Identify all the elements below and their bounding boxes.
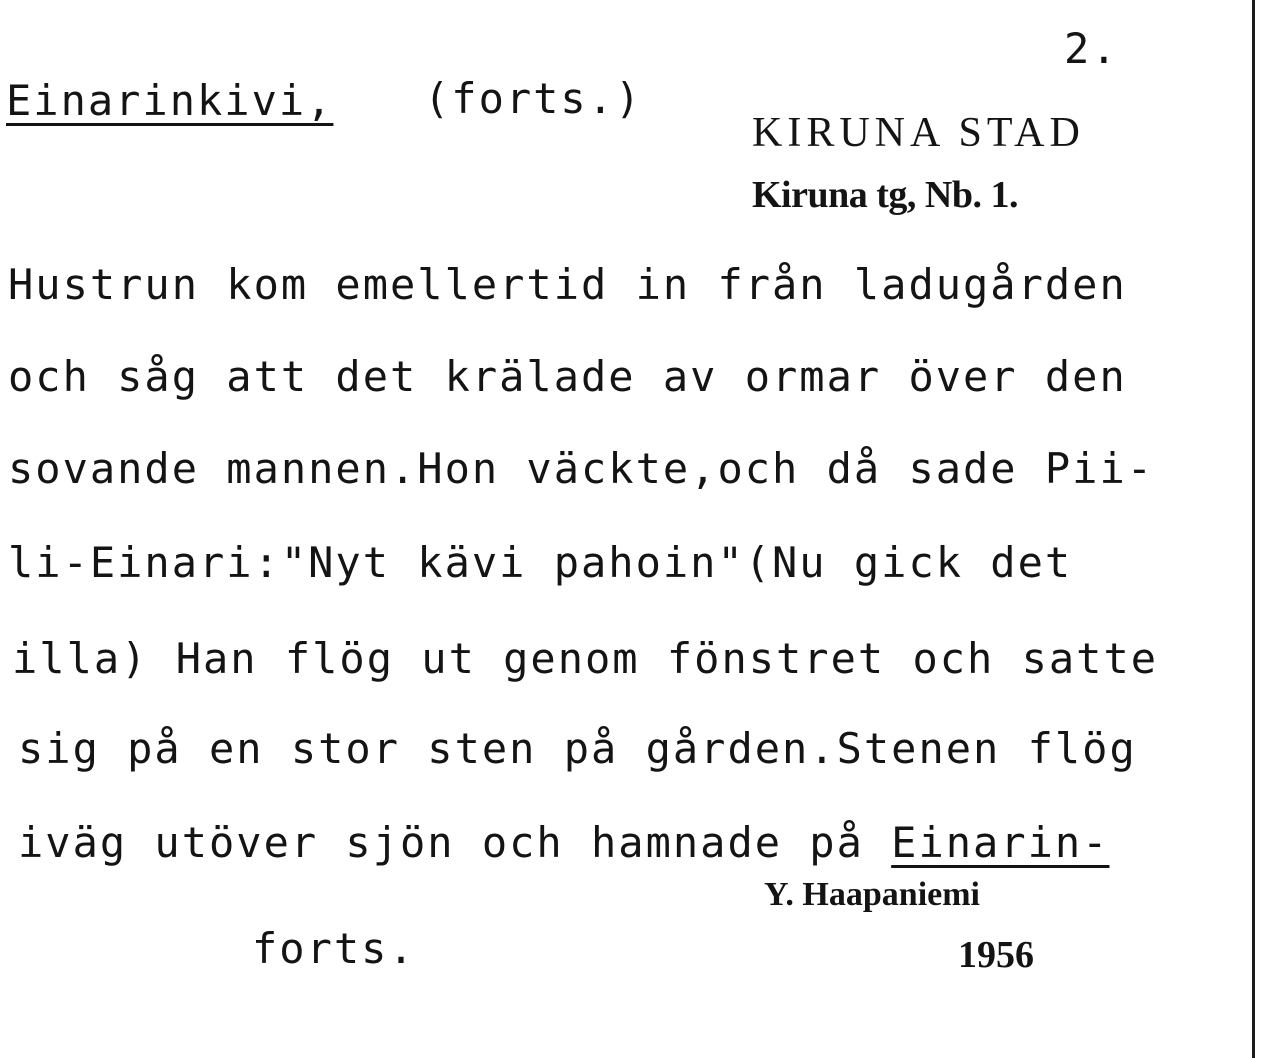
card-title: Einarinkivi, xyxy=(6,76,334,125)
body-line-text: iväg utöver sjön och hamnade på xyxy=(18,818,864,867)
body-line: sig på en stor sten på gården.Stenen flög xyxy=(18,724,1137,773)
card-edge-line xyxy=(1252,0,1255,1058)
place-stamp: KIRUNA STAD xyxy=(752,110,1085,156)
author-stamp: Y. Haapaniemi xyxy=(764,876,981,913)
place-subtitle-stamp: Kiruna tg, Nb. 1. xyxy=(752,174,1018,216)
body-line: och såg att det krälade av ormar över den xyxy=(8,352,1127,401)
continued-note: forts. xyxy=(252,924,416,973)
title-suffix: (forts.) xyxy=(424,74,643,123)
underlined-place-name: Einarin- xyxy=(891,818,1110,867)
body-line: li-Einari:"Nyt kävi pahoin"(Nu gick det xyxy=(8,538,1073,587)
body-line: Hustrun kom emellertid in från ladugården xyxy=(8,260,1127,309)
body-line xyxy=(18,818,1110,867)
year-stamp: 1956 xyxy=(958,934,1034,976)
page-number: 2. xyxy=(1064,24,1119,73)
body-line: sovande mannen.Hon väckte,och då sade Pii- xyxy=(8,444,1155,493)
body-line: illa) Han flög ut genom fönstret och satte xyxy=(12,634,1159,683)
